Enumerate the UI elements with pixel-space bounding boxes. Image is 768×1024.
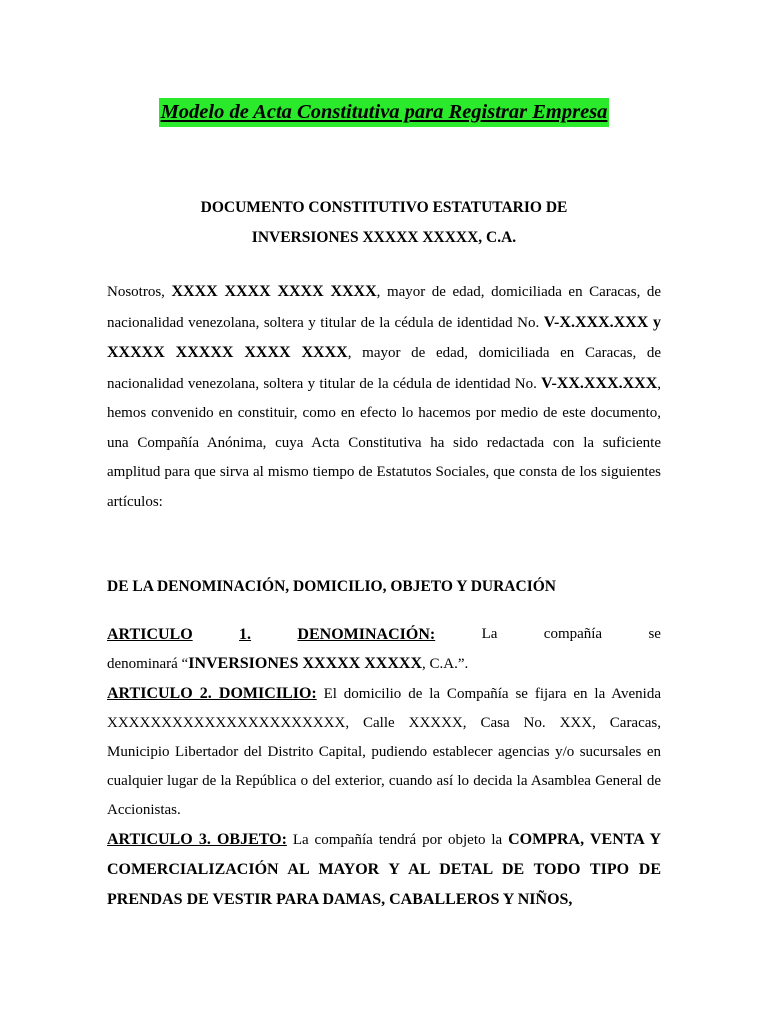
document-title-wrapper [0, 98, 768, 127]
heading-line-2: INVERSIONES XXXXX XXXXX, C.A. [251, 229, 517, 246]
intro-text-1: Nosotros, [107, 284, 172, 300]
founder-id-and-name-2: V-X.XXX.XXX y XXXXX XXXXX XXXX XXXX [107, 313, 662, 361]
articles-container [107, 620, 661, 915]
article-2-text: El domicilio de la Compañía se fijara en la Avenida XXXXXXXXXXXXXXXXXXXXXX, Calle XXXXX, Casa No. XXX, Caracas, Municipio Libertador del Distrito Capital, pudiendo establecer agencias y/o sucursales en cualquier lugar de la República o del exterior, cuando así lo decida la Asamblea General de Accionistas. [107, 686, 661, 818]
founder-id-2: V-XX.XXX.XXX [541, 374, 658, 392]
article-1-second-line [107, 649, 661, 679]
company-name: INVERSIONES XXXXX XXXXX [188, 655, 423, 672]
article-1-word-4: La [481, 626, 498, 642]
intro-text-3: , mayor de edad, domiciliada en Caracas, de nacionalidad venezolana, soltera y titular de la cédula de identidad No. [107, 345, 662, 392]
article-3-bold-text: COMPRA, VENTA Y COMERCIALIZACIÓN AL MAYOR Y AL DETAL DE TODO TIPO DE PRENDAS DE VESTIR PARA DAMAS, CABALLEROS Y NIÑOS, [107, 831, 662, 908]
article-3-label: ARTICULO 3. OBJETO: [107, 831, 287, 848]
document-title: Modelo de Acta Constitutiva para Registrar Empresa [159, 98, 610, 127]
article-1-first-line [107, 620, 661, 649]
article-2-label: ARTICULO 2. DOMICILIO: [107, 685, 317, 702]
article-3 [107, 825, 661, 915]
article-1-word-3: DENOMINACIÓN: [297, 626, 436, 643]
article-1-denomination-post: , C.A.”. [422, 656, 469, 672]
article-1-word-1: ARTICULO [107, 626, 193, 643]
article-1-denomination-pre: denominará “ [107, 656, 189, 672]
heading-line-1: DOCUMENTO CONSTITUTIVO ESTATUTARIO DE [200, 199, 568, 216]
section-title: DE LA DENOMINACIÓN, DOMICILIO, OBJETO Y DURACIÓN [107, 578, 556, 595]
article-1-word-6: se [648, 626, 661, 642]
intro-text-2: , mayor de edad, domiciliada en Caracas, de nacionalidad venezolana, soltera y titular de la cédula de identidad No. [107, 284, 662, 331]
article-2 [107, 679, 661, 825]
intro-text-4: , hemos convenido en constituir, como en efecto lo hacemos por medio de este documento, una Compañía Anónima, cuya Acta Constitutiva ha sido redactada con la suficiente amplitud para que sirva al mismo tiempo de Estatutos Sociales, que consta de los siguientes artículos: [107, 375, 661, 510]
article-1-word-5: compañía [543, 626, 603, 642]
article-3-text: La compañía tendrá por objeto la [286, 832, 509, 848]
intro-paragraph [107, 277, 661, 517]
article-1-word-2: 1. [239, 626, 252, 643]
founder-name-1: XXXX XXXX XXXX XXXX [171, 283, 377, 300]
